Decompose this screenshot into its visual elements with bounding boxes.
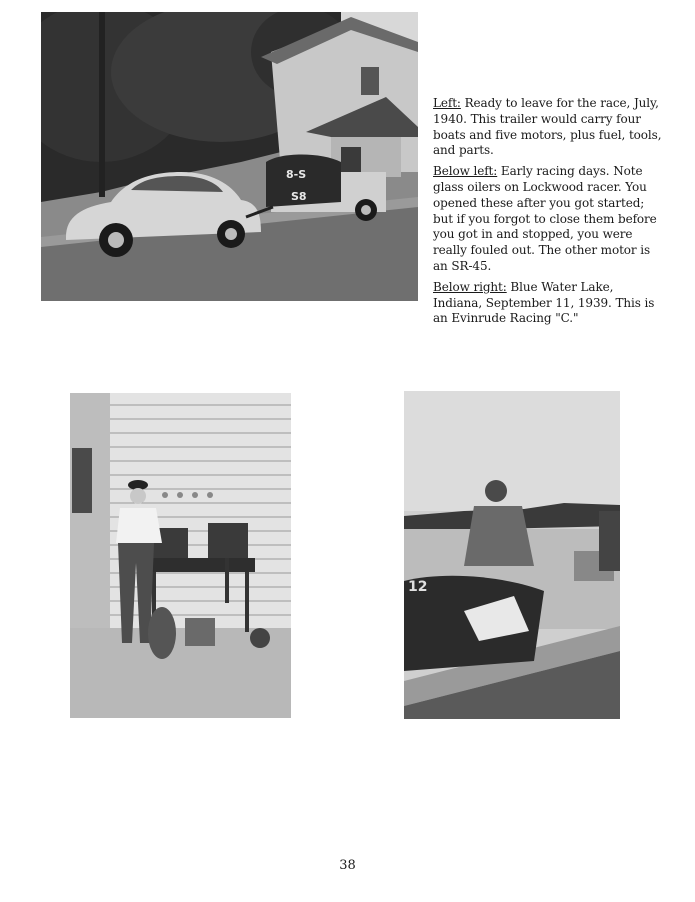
caption-text: Blue Water Lake, Indiana, September 11, 1939. This is an Evinrude Racing "C." [433,279,655,326]
caption-left [433,96,663,159]
caption-label: Below left: [433,164,498,179]
photo-racing-boat [404,391,620,719]
photo-car-and-trailer [41,12,418,301]
caption-text: Early racing days. Note glass oilers on Lockwood racer. You opened these after you got started; but if you forgot to close them before you got in and stopped, you were really fouled out. The other motor is an SR-45. [433,164,657,273]
caption-label: Below right: [433,279,507,294]
photo-car-and-trailer-image [41,12,418,301]
photo-man-with-motors-image [70,393,291,718]
page-number: 38 [339,858,356,873]
boat-number-upper: 8-S [286,168,307,181]
caption-below-right [433,280,663,327]
captions-block [433,96,663,332]
caption-label: Left: [433,96,461,110]
photo-racing-boat-image [404,391,620,719]
boat-number-lower: S8 [291,190,307,203]
caption-text: Ready to leave for the race, July, 1940. This trailer would carry four boats and five motors, plus fuel, tools, and parts. [433,96,662,158]
caption-below-left [433,164,663,275]
photo-man-with-motors [70,393,291,718]
boat-number: 12 [408,579,428,595]
